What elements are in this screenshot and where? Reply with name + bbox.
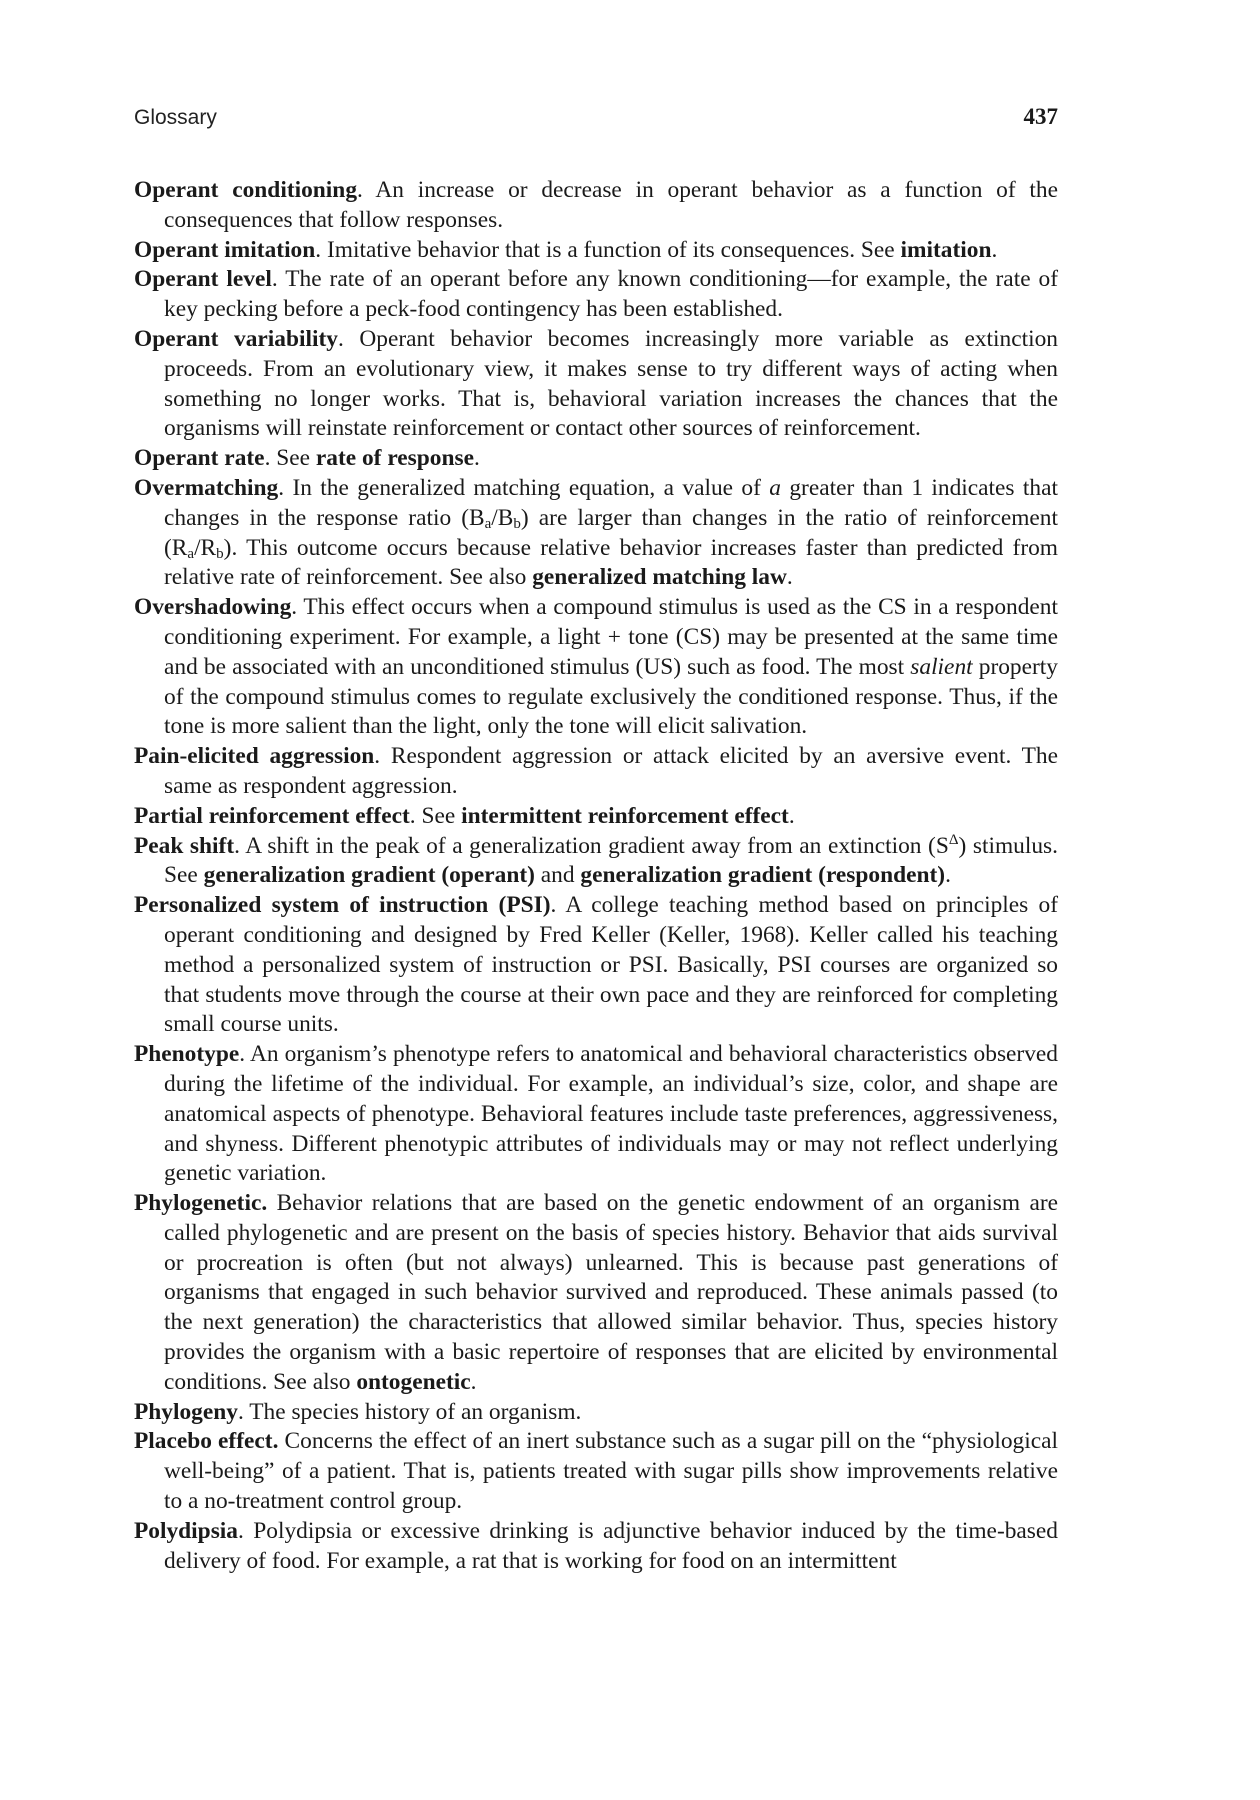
definition: . A college teaching method based on principles of operant conditioning and designed by Fred Keller (Keller, 1968). Keller called his teaching method a personalized system of instruction or PSI. Basically, PSI courses are organized so that students move through the course at their own pace and they are reinforced for completing small course units.: [164, 892, 1059, 1038]
entry-polydipsia: [134, 1517, 1058, 1577]
definition: . Operant behavior becomes increasingly more variable as extinction proceeds. From an evolutionary view, it makes sense to try different ways of acting when something no longer works. That is, behavioral variation increases the chances that the organisms will reinstate reinforcement or contact other sources of reinforcement.: [164, 325, 1059, 442]
entry-overshadowing: [134, 593, 1058, 742]
definition-part: /B: [491, 504, 514, 531]
definition-part: property of the compound stimulus comes to regulate exclusively the conditioned response. Thus, if the tone is more salient than the light, only the tone will elicit salivation.: [164, 653, 1058, 740]
definition-part: . A shift in the peak of a generalization gradient away from an extinction (S: [234, 832, 949, 859]
superscript-delta: Δ: [948, 831, 959, 848]
term: Operant variability: [134, 325, 338, 352]
cross-reference: generalized matching law: [532, 564, 787, 591]
running-head: Glossary: [134, 106, 217, 129]
definition: Concerns the effect of an inert substance such as a sugar pill on the “physiological well-being” of a patient. That is, patients treated with sugar pills show improvements relative to a no-treatment control group.: [164, 1428, 1058, 1515]
term: Operant level: [134, 266, 272, 293]
term: Peak shift: [134, 832, 235, 859]
entry-pain-elicited-aggression: [134, 742, 1058, 802]
definition: . The species history of an organism.: [237, 1398, 582, 1425]
term: Polydipsia: [134, 1517, 238, 1544]
entry-peak-shift: [134, 832, 1058, 892]
term: Partial reinforcement effect: [134, 802, 410, 829]
entry-placebo-effect: [134, 1427, 1058, 1516]
entry-operant-rate: [134, 444, 1058, 474]
entry-phenotype: [134, 1040, 1058, 1189]
cross-reference: imitation: [900, 236, 992, 263]
definition: Behavior relations that are based on the genetic endowment of an organism are called phylogenetic and are present on the basis of species history. Behavior that aids survival or procreation is often (but not always) unlearned. This is because past generations of organisms that engaged in such behavior survived and reproduced. These animals passed (to the next generation) the characteristics that allowed similar behavior. Thus, species history provides the organism with a basic repertoire of responses that are elicited by environmental conditions. See also: [164, 1190, 1058, 1395]
entry-overmatching: [134, 474, 1058, 593]
glossary-page: [134, 104, 1058, 1576]
term: Phenotype: [134, 1041, 240, 1068]
definition: . An increase or decrease in operant behavior as a function of the consequences that follow responses.: [164, 177, 1058, 233]
entry-phylogeny: [134, 1398, 1058, 1428]
cross-reference: ontogenetic: [356, 1368, 471, 1395]
definition-part: . This effect occurs when a compound stimulus is used as the CS in a respondent conditioning experiment. For example, a light + tone (CS) may be presented at the same time and be associated with an unconditioned stimulus (US) such as food. The most: [164, 594, 1058, 680]
definition: . See: [409, 802, 462, 829]
term: Operant conditioning: [134, 177, 358, 203]
entry-operant-level: [134, 265, 1058, 325]
definition-part: greater than 1 indicates that changes in the response ratio (B: [164, 474, 1058, 531]
term: Overshadowing: [134, 594, 292, 621]
subscript: b: [216, 545, 224, 562]
term: Pain-elicited aggression: [134, 743, 375, 770]
glossary-entries: [134, 176, 1058, 1576]
definition: . An organism’s phenotype refers to anatomical and behavioral characteristics observed during the lifetime of the individual. For example, an individual’s size, color, and shape are anatomical aspects of phenotype. Behavioral features include taste preferences, aggressiveness, and shyness. Different phenotypic attributes of individuals may or may not reflect underlying genetic variation.: [164, 1041, 1058, 1187]
term: Phylogenetic.: [134, 1190, 268, 1217]
cross-reference: rate of response: [315, 445, 474, 472]
definition-end: .: [991, 236, 998, 263]
definition-end: .: [473, 445, 480, 472]
subscript: a: [187, 545, 195, 562]
definition-part: ) stimulus. See: [164, 832, 1058, 889]
definition-end: .: [470, 1368, 477, 1395]
entry-partial-reinforcement-effect: [134, 802, 1058, 832]
term: Operant imitation: [134, 236, 316, 263]
variable-a: a: [769, 474, 781, 501]
definition: . Polydipsia or excessive drinking is adjunctive behavior induced by the time-based delivery of food. For example, a rat that is working for food on an intermittent: [164, 1517, 1058, 1574]
definition: . The rate of an operant before any known conditioning—for example, the rate of key pecking before a peck-food contingency has been established.: [164, 266, 1059, 323]
term: Placebo effect.: [134, 1428, 279, 1455]
definition: . Respondent aggression or attack elicited by an aversive event. The same as respondent aggression.: [164, 743, 1058, 799]
definition-end: .: [788, 802, 795, 829]
definition: . Imitative behavior that is a function of its consequences. See: [315, 236, 901, 263]
definition-part: . In the generalized matching equation, a value of: [278, 474, 770, 501]
term: Phylogeny: [134, 1398, 238, 1425]
subscript: a: [484, 515, 492, 532]
definition-end: .: [945, 862, 951, 889]
definition: . See: [264, 445, 316, 472]
page-number: 437: [1023, 104, 1058, 129]
entry-operant-conditioning: [134, 176, 1058, 236]
definition-part: ). This outcome occurs because relative behavior increases faster than predicted from relative rate of reinforcement. See also: [164, 534, 1058, 591]
term: Personalized system of instruction (PSI): [134, 892, 551, 919]
definition-part: and: [534, 862, 581, 889]
cross-reference: generalization gradient (operant): [203, 862, 535, 889]
entry-phylogenetic: [134, 1189, 1058, 1398]
cross-reference: intermittent reinforcement effect: [461, 802, 789, 829]
page-header: [134, 104, 1058, 138]
entry-operant-variability: [134, 325, 1058, 444]
entry-personalized-system-of-instruction: [134, 891, 1058, 1040]
italic-word: salient: [910, 653, 973, 680]
subscript: b: [513, 515, 521, 532]
term: Operant rate: [134, 445, 265, 472]
cross-reference: generalization gradient (respondent): [580, 862, 946, 889]
definition-end: .: [786, 564, 793, 591]
term: Overmatching: [134, 474, 279, 501]
definition-part: ) are larger than changes in the ratio of reinforcement (R: [164, 504, 1058, 561]
definition-part: /R: [194, 534, 217, 561]
entry-operant-imitation: [134, 236, 1058, 266]
